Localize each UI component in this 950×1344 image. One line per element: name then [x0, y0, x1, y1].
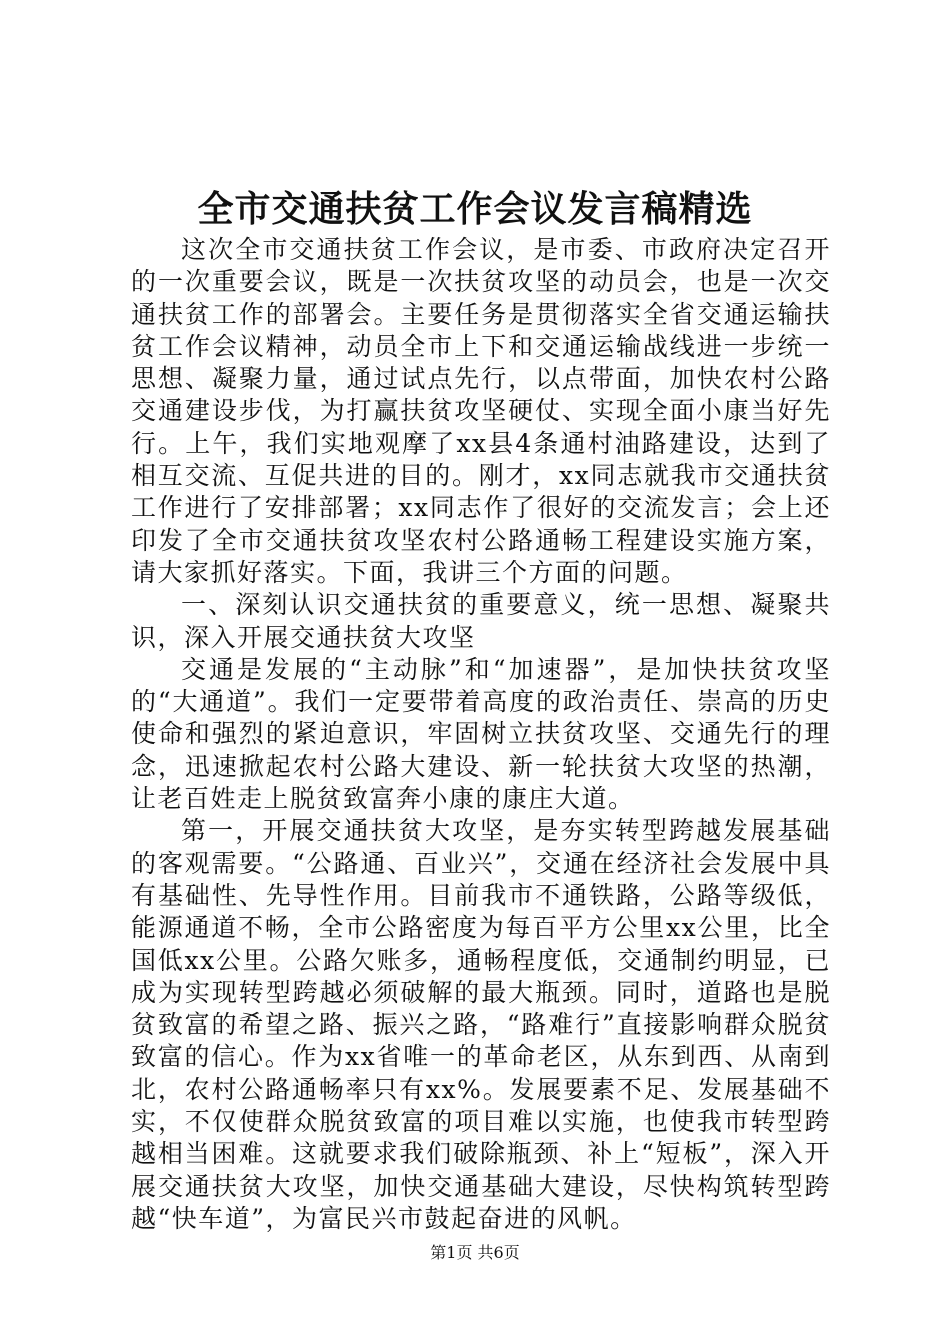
paragraph-first-point: 第一，开展交通扶贫大攻坚，是夯实转型跨越发展基础的客观需要。“公路通、百业兴”，交通在经济社会发展中具有基础性、先导性作用。目前我市不通铁路，公路等级低，能源通道不畅，全市公路密度为每百平方公里xx公里，比全国低xx公里。公路欠账多，通畅程度低，交通制约明显，已成为实现转型跨越必须破解的最大瓶颈。同时，道路也是脱贫致富的希望之路、振兴之路，“路难行”直接影响群众脱贫致富的信心。作为xx省唯一的革命老区，从东到西、从南到北，农村公路通畅率只有xx%。发展要素不足、发展基础不实，不仅使群众脱贫致富的项目难以实施，也使我市转型跨越相当困难。这就要求我们破除瓶颈、补上“短板”，深入开展交通扶贫大攻坚，加快交通基础大建设，尽快构筑转型跨越“快车道”，为富民兴市鼓起奋进的风帆。 — [131, 816, 831, 1233]
paragraph-transport-importance: 交通是发展的“主动脉”和“加速器”，是加快扶贫攻坚的“大通道”。我们一定要带着高度的政治责任、崇高的历史使命和强烈的紧迫意识，牢固树立扶贫攻坚、交通先行的理念，迅速掀起农村公路大建设、新一轮扶贫大攻坚的热潮，让老百姓走上脱贫致富奔小康的康庄大道。 — [131, 654, 831, 814]
document-body — [131, 234, 831, 1235]
page-footer: 第1页 共6页 — [430, 1243, 520, 1262]
document-title: 全市交通扶贫工作会议发言稿精选 — [197, 188, 753, 230]
paragraph-intro: 这次全市交通扶贫工作会议，是市委、市政府决定召开的一次重要会议，既是一次扶贫攻坚的动员会，也是一次交通扶贫工作的部署会。主要任务是贯彻落实全省交通运输扶贫工作会议精神，动员全市上下和交通运输战线进一步统一思想、凝聚力量，通过试点先行，以点带面，加快农村公路交通建设步伐，为打赢扶贫攻坚硬仗、实现全面小康当好先行。上午，我们实地观摩了xx县4条通村油路建设，达到了相互交流、互促共进的目的。刚才，xx同志就我市交通扶贫工作进行了安排部署；xx同志作了很好的交流发言；会上还印发了全市交通扶贫攻坚农村公路通畅工程建设实施方案，请大家抓好落实。下面，我讲三个方面的问题。 — [131, 235, 831, 587]
paragraph-section-heading: 一、深刻认识交通扶贫的重要意义，统一思想、凝聚共识，深入开展交通扶贫大攻坚 — [131, 590, 831, 652]
